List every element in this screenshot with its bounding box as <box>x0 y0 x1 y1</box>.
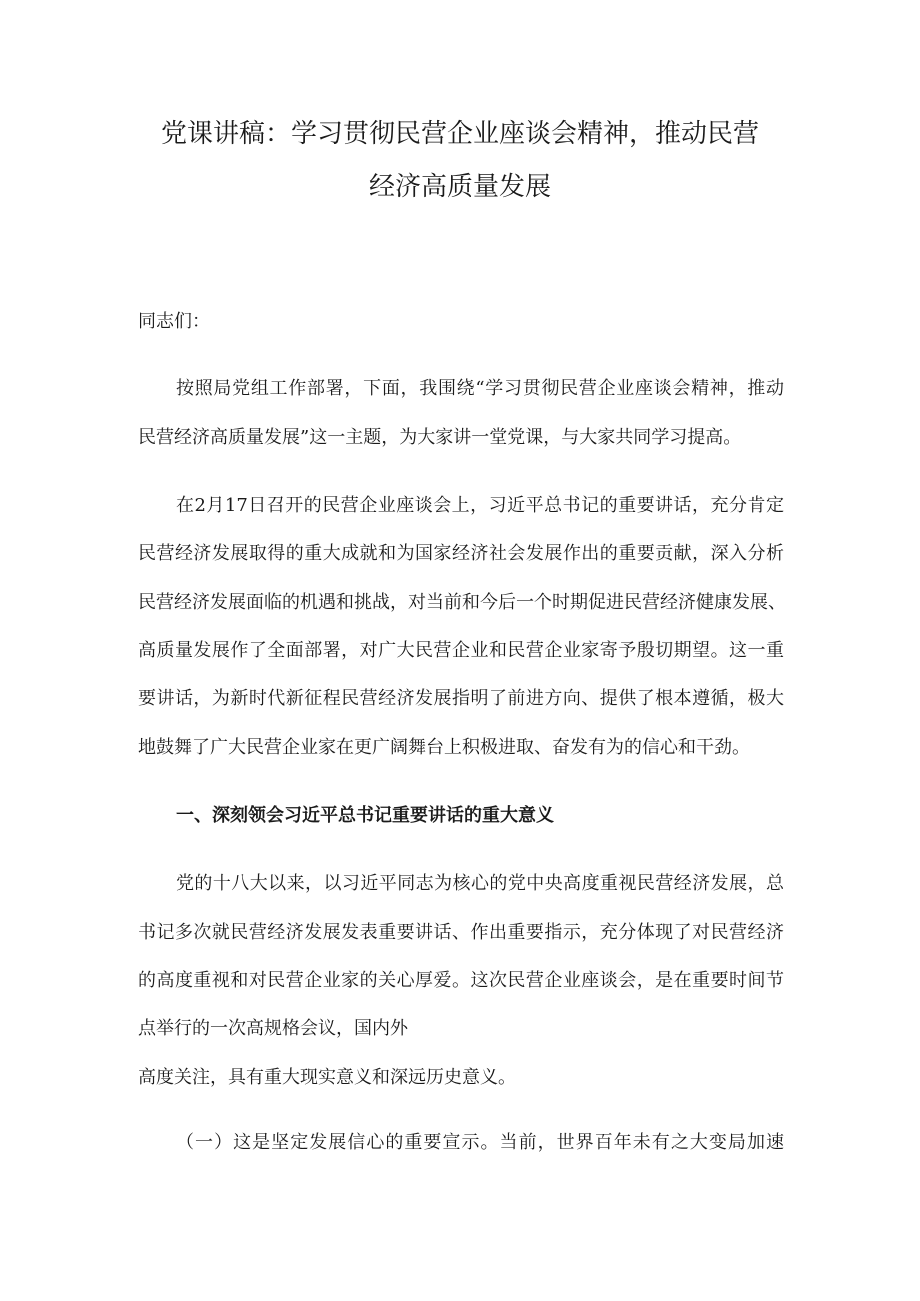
paragraph-line: 高度关注，具有重大现实意义和深远历史意义。 <box>138 1067 516 1088</box>
salutation: 同志们： <box>138 311 210 332</box>
paragraph-line: （一）这是坚定发展信心的重要宣示。当前，世界百年未有之大变局加速 <box>176 1132 784 1153</box>
paragraph-line: 按照局党组工作部署，下面，我围绕“学习贯彻民营企业座谈会精神，推动 <box>176 378 784 399</box>
paragraph-line: 的高度重视和对民营企业家的关心厚爱。这次民营企业座谈会，是在重要时间节 <box>138 970 784 991</box>
paragraph-line: 在2月17日召开的民营企业座谈会上，习近平总书记的重要讲话，充分肯定 <box>176 495 784 516</box>
paragraph-line: 民营经济发展面临的机遇和挑战，对当前和今后一个时期促进民营经济健康发展、 <box>138 592 786 613</box>
paragraph-line: 点举行的一次高规格会议，国内外 <box>138 1018 408 1039</box>
paragraph-line: 高质量发展作了全面部署，对广大民营企业和民营企业家寄予殷切期望。这一重 <box>138 640 784 661</box>
section-heading-1: 一、深刻领会习近平总书记重要讲话的重大意义 <box>176 805 554 826</box>
document-title-line-1: 党课讲稿：学习贯彻民营企业座谈会精神，推动民营 <box>160 119 759 149</box>
paragraph-line: 民营经济发展取得的重大成就和为国家经济社会发展作出的重要贡献，深入分析 <box>138 543 784 564</box>
paragraph-line: 党的十八大以来，以习近平同志为核心的党中央高度重视民营经济发展，总 <box>176 873 784 894</box>
paragraph-line: 要讲话，为新时代新征程民营经济发展指明了前进方向、提供了根本遵循，极大 <box>138 688 784 709</box>
paragraph-line: 地鼓舞了广大民营企业家在更广阔舞台上积极进取、奋发有为的信心和干劲。 <box>138 737 750 758</box>
paragraph-line: 民营经济高质量发展”这一主题，为大家讲一堂党课，与大家共同学习提高。 <box>138 427 742 448</box>
document-title-line-2: 经济高质量发展 <box>368 172 551 202</box>
paragraph-line: 书记多次就民营经济发展发表重要讲话、作出重要指示，充分体现了对民营经济 <box>138 922 784 943</box>
